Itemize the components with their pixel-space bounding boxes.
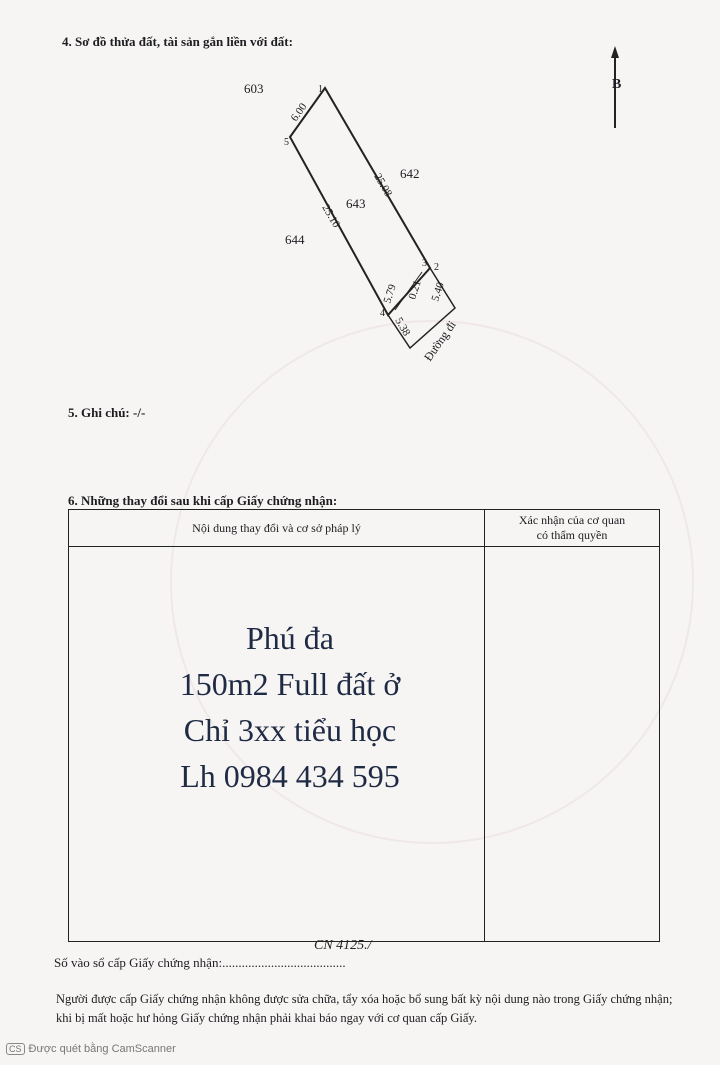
overlay-price: Chỉ 3xx tiểu học — [183, 712, 397, 748]
section4-title: 4. Sơ đồ thửa đất, tài sản gắn liền với đất: — [62, 34, 293, 49]
land-parcel-map — [0, 40, 720, 420]
parcel-603: 603 — [244, 81, 264, 96]
overlay-phone: Lh 0984 434 595 — [180, 758, 400, 794]
dim-front-right: 5.40 — [429, 280, 447, 303]
dim-front-bottom: 5.38 — [392, 315, 413, 339]
vertex-5: 5 — [284, 137, 289, 148]
section6-title: 6. Những thay đổi sau khi cấp Giấy chứng nhận: — [68, 493, 338, 508]
section5-title: 5. Ghi chú: -/- — [68, 405, 146, 420]
dim-step: 0.21 — [406, 278, 424, 301]
camscanner-text: Được quét bằng CamScanner — [28, 1043, 176, 1055]
overlay-location: Phú đa — [246, 620, 334, 656]
camscanner-watermark — [6, 1043, 176, 1055]
listing-overlay — [60, 615, 520, 799]
road-label: Đường đi — [420, 318, 459, 364]
registration-dots: ...................................... — [222, 955, 346, 970]
registration-label: Số vào sổ cấp Giấy chứng nhận: — [54, 955, 223, 970]
column-header-confirmation-line1: Xác nhận của cơ quan — [518, 513, 626, 527]
column-header-content: Nội dung thay đổi và cơ sở pháp lý — [192, 521, 361, 535]
parcel-642: 642 — [400, 166, 420, 181]
certificate-note: Người được cấp Giấy chứng nhận không được sửa chữa, tẩy xóa hoặc bổ sung bất kỳ nội dung nào trong Giấy chứng nhận; khi bị mất hoặc hư hỏng Giấy chứng nhận phải khai báo ngay với cơ quan cấp Giấy. — [56, 992, 673, 1025]
registration-number: CN 4125./ — [314, 938, 372, 953]
north-label: B — [612, 77, 622, 92]
vertex-1: 1 — [318, 84, 323, 95]
parcel-644: 644 — [285, 232, 305, 247]
vertex-2: 2 — [434, 262, 439, 273]
camscanner-logo-icon: CS — [6, 1043, 25, 1055]
overlay-area: 150m2 Full đất ở — [179, 666, 401, 702]
dim-inner: 5.79 — [381, 282, 399, 305]
vertex-4: 4 — [380, 308, 385, 319]
dim-right: 25.08 — [371, 171, 395, 199]
dim-left: 25.10 — [319, 202, 343, 230]
dim-top: 6.00 — [288, 101, 310, 124]
vertex-3: 3 — [422, 258, 427, 269]
registration-line — [54, 955, 346, 971]
parcel-643: 643 — [346, 196, 366, 211]
column-header-confirmation-line2: có thẩm quyền — [536, 528, 608, 542]
